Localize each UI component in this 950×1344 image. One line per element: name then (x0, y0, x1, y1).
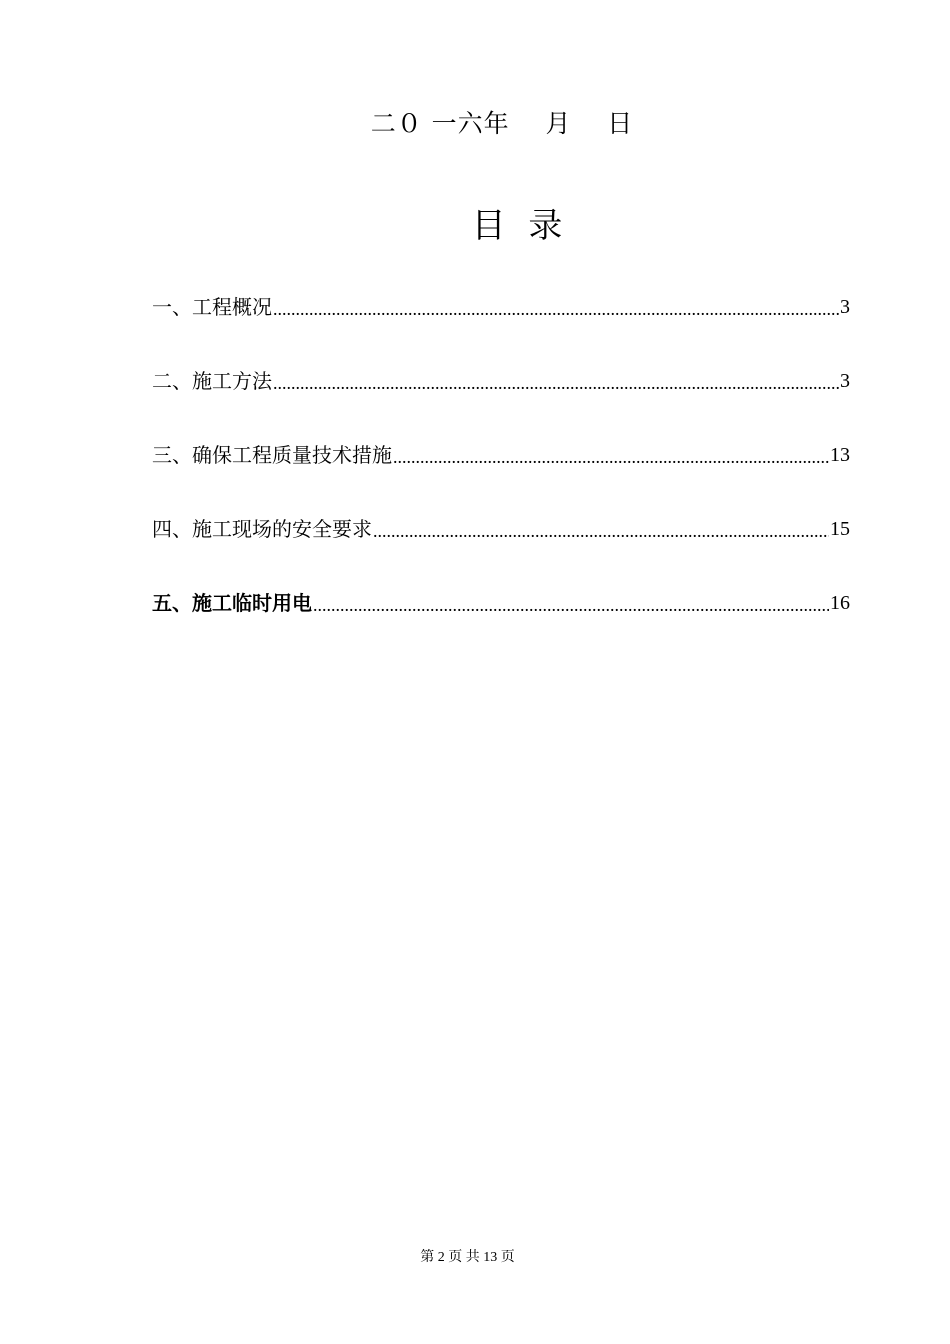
toc-page-number: 13 (830, 444, 850, 466)
toc-page-number: 3 (840, 370, 850, 392)
toc-entry-3[interactable] (152, 438, 850, 472)
toc-entry-text: 二、施工方法 (152, 369, 272, 393)
toc-page-number: 16 (830, 592, 850, 614)
toc-page-number: 3 (840, 296, 850, 318)
date-line: 二０ 一六年 月 日 (370, 109, 634, 138)
toc-entry-1[interactable] (152, 290, 850, 324)
toc-dot-leader (273, 368, 839, 398)
toc-dot-leader (373, 516, 829, 546)
toc-dot-leader (273, 294, 839, 324)
toc-entry-text: 五、施工临时用电 (152, 591, 312, 615)
toc-dot-leader (393, 442, 829, 472)
toc-dot-leader (313, 590, 829, 620)
toc-entry-5[interactable] (152, 586, 850, 620)
toc-entry-text: 四、施工现场的安全要求 (152, 517, 372, 541)
toc-page-number: 15 (830, 518, 850, 540)
page-footer: 第 2 页 共 13 页 (420, 1250, 515, 1265)
toc-title: 目 录 (471, 206, 569, 246)
toc-entry-2[interactable] (152, 364, 850, 398)
toc-entry-text: 三、确保工程质量技术措施 (152, 443, 392, 467)
toc-entry-text: 一、工程概况 (152, 295, 272, 319)
toc-entry-4[interactable] (152, 512, 850, 546)
